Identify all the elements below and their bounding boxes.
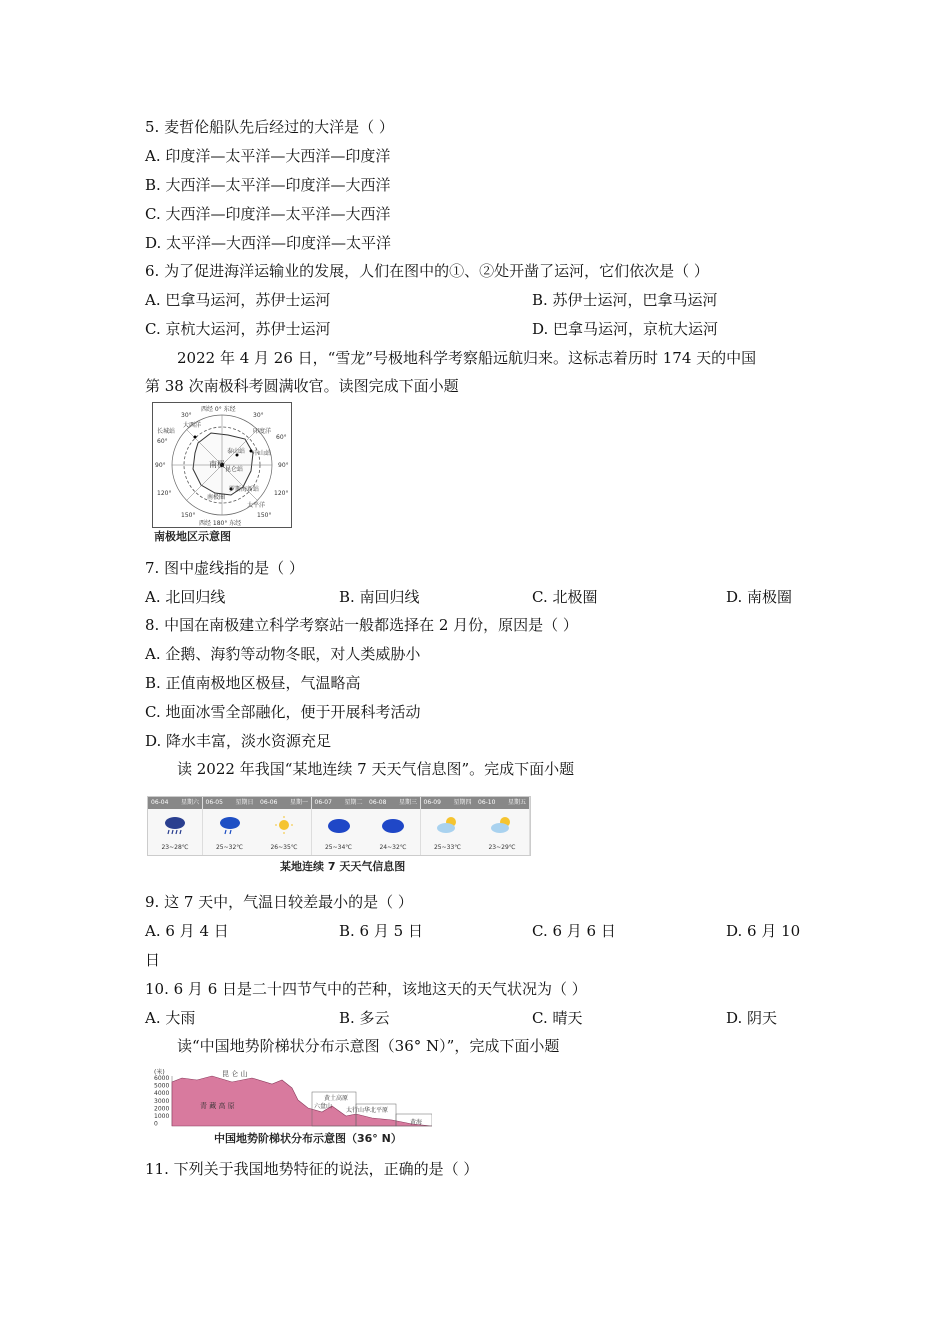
q8-option-c: C. 地面冰雪全部融化，便于开展科考活动: [145, 703, 421, 721]
terrain-ytick: 6000: [154, 1075, 170, 1082]
q8-option-d: D. 降水丰富，淡水资源充足: [145, 732, 332, 750]
weather-day-header: [366, 797, 420, 809]
terrain-label-huabei: 华北平原: [364, 1107, 389, 1114]
map-label-r90: 90°: [278, 462, 289, 469]
sun-icon: [271, 815, 297, 839]
weather-temp: 25~34℃: [324, 844, 353, 851]
weather-temp: 23~29℃: [488, 844, 516, 851]
intro1-line1: 2022 年 4 月 26 日，“雪龙”号极地科学考察船远航归来。这标志着历时 174 天的中国: [177, 349, 757, 367]
map-label-nanji: 南极: [209, 460, 225, 469]
q7-stem: 7. 图中虚线指的是（ ）: [145, 559, 304, 577]
q8-option-a: A. 企鹅、海豹等动物冬眠，对人类威胁小: [145, 645, 421, 663]
terrain-label-taihang: 太行山: [346, 1107, 365, 1114]
map-label-polar-circle: 南极圈: [207, 494, 226, 501]
q7-option-d: D. 南极圈: [726, 588, 793, 606]
weather-weekday: 星期四: [453, 799, 472, 806]
weather-temp: 25~32℃: [215, 844, 244, 851]
map-label-l120: 120°: [157, 490, 172, 497]
weather-day-4: [312, 797, 367, 855]
weather-weekday: 星期二: [344, 799, 363, 806]
q10-option-a: A. 大雨: [145, 1009, 196, 1027]
q5-option-b: B. 大西洋—太平洋—印度洋—大西洋: [145, 176, 391, 194]
cloud-icon: [326, 815, 352, 839]
map-label-r60: 60°: [276, 434, 287, 441]
rain-icon: [217, 815, 243, 839]
weather-day-header: [257, 797, 311, 809]
weather-day-header: [203, 797, 257, 809]
terrain-unit: (米): [154, 1069, 165, 1076]
weather-date: 06-10: [478, 799, 496, 806]
map-label-l30: 30°: [181, 412, 192, 419]
weather-weekday: 星期一: [289, 799, 308, 806]
weather-day-1: [148, 797, 203, 855]
terrain-label-huanghai: 黄海: [410, 1119, 423, 1126]
q9-stem: 9. 这 7 天中，气温日较差最小的是（ ）: [145, 893, 413, 911]
map-label-r30: 30°: [253, 412, 264, 419]
weather-weekday: 星期三: [398, 799, 417, 806]
weather-day-2: [203, 797, 258, 855]
cloud-icon: [380, 815, 406, 839]
map-label-indian: 印度洋: [253, 428, 272, 435]
terrain-ytick: 4000: [154, 1090, 170, 1098]
q10-stem: 10. 6 月 6 日是二十四节气中的芒种，该地这天的天气状况为（ ）: [145, 980, 587, 998]
map-label-taishan: 泰山站: [227, 448, 246, 455]
q10-option-b: B. 多云: [339, 1009, 390, 1027]
weather-day-7: [475, 797, 530, 855]
q6-option-c: C. 京杭大运河，苏伊士运河: [145, 320, 331, 338]
q9-option-d: D. 6 月 10: [726, 922, 801, 940]
weather-weekday: 星期日: [235, 799, 254, 806]
q6-stem: 6. 为了促进海洋运输业的发展，人们在图中的①、②处开凿了运河，它们依次是（ ）: [145, 262, 709, 280]
partly-cloudy-icon: [489, 815, 515, 839]
weather-forecast-figure: [147, 796, 531, 856]
weather-day-6: [421, 797, 476, 855]
antarctic-map: [153, 403, 291, 527]
terrain-label-qinghai: 青 藏 高 原: [200, 1102, 235, 1110]
q9-option-c: C. 6 月 6 日: [532, 922, 616, 940]
weather-day-header: [421, 797, 475, 809]
q5-option-c: C. 大西洋—印度洋—太平洋—大西洋: [145, 205, 391, 223]
q9-option-d-wrap: 日: [145, 951, 161, 969]
fig3-caption: 中国地势阶梯状分布示意图（36° N）: [214, 1132, 402, 1145]
weather-temp: 26~35℃: [270, 844, 298, 851]
map-label-l150: 150°: [181, 512, 196, 519]
map-label-bottom: 西经 180° 东经: [199, 520, 242, 527]
weather-date: 06-08: [369, 799, 387, 806]
q5-stem: 5. 麦哲伦船队先后经过的大洋是（ ）: [145, 118, 394, 136]
weather-temp: 25~33℃: [433, 844, 462, 851]
terrain-ytick: 3000: [154, 1097, 170, 1105]
q5-option-a: A. 印度洋—太平洋—大西洋—印度洋: [145, 147, 391, 165]
weather-weekday: 星期五: [507, 799, 526, 806]
intro3: 读“中国地势阶梯状分布示意图（36° N）”，完成下面小题: [177, 1037, 560, 1055]
map-label-l90: 90°: [155, 462, 166, 469]
q11-stem: 11. 下列关于我国地势特征的说法，正确的是（ ）: [145, 1160, 479, 1178]
q7-option-c: C. 北极圈: [532, 588, 598, 606]
weather-date: 06-06: [260, 799, 278, 806]
terrain-ytick: 5000: [154, 1082, 170, 1090]
map-label-changcheng: 长城站: [157, 428, 176, 435]
terrain-label-huangtu: 黄土高原: [324, 1095, 349, 1102]
intro1-line2: 第 38 次南极科考圆满收官。读图完成下面小题: [145, 377, 459, 395]
map-label-r150: 150°: [257, 512, 272, 519]
weather-day-3: [257, 797, 312, 855]
terrain-profile: [152, 1068, 432, 1128]
map-label-atlantic: 大西洋: [183, 422, 202, 429]
q9-option-b: B. 6 月 5 日: [339, 922, 423, 940]
fig1-caption: 南极地区示意图: [154, 530, 231, 543]
weather-date: 06-07: [314, 799, 332, 806]
terrain-ytick: 0: [154, 1120, 158, 1128]
q10-option-d: D. 阴天: [726, 1009, 778, 1027]
map-label-kunlun: 昆仑站: [225, 466, 244, 473]
weather-temp: 23~28℃: [161, 844, 189, 851]
weather-date: 06-04: [151, 799, 169, 806]
weather-weekday: 星期六: [180, 799, 199, 806]
q8-option-b: B. 正值南极地区极昼，气温略高: [145, 674, 361, 692]
heavy-rain-icon: [162, 815, 188, 839]
weather-day-header: [312, 797, 366, 809]
q7-option-b: B. 南回归线: [339, 588, 420, 606]
q6-option-b: B. 苏伊士运河，巴拿马运河: [532, 291, 718, 309]
map-label-l60: 60°: [157, 438, 168, 445]
terrain-label-kunlun: 昆 仑 山: [222, 1070, 248, 1078]
q6-option-a: A. 巴拿马运河，苏伊士运河: [145, 291, 331, 309]
weather-day-5: [366, 797, 421, 855]
map-label-top: 西经 0° 东经: [201, 406, 236, 413]
weather-day-header: [475, 797, 529, 809]
terrain-ytick: 2000: [154, 1105, 170, 1113]
q5-option-d: D. 太平洋—大西洋—印度洋—太平洋: [145, 234, 392, 252]
map-label-luosi: 罗斯海新站: [229, 486, 260, 493]
terrain-profile-figure: [152, 1068, 432, 1128]
weather-day-header: [148, 797, 202, 809]
q7-option-a: A. 北回归线: [145, 588, 226, 606]
map-label-zhongshan: 中山站: [253, 450, 272, 457]
map-label-pacific: 太平洋: [247, 502, 266, 509]
intro2: 读 2022 年我国“某地连续 7 天天气信息图”。完成下面小题: [177, 760, 575, 778]
q6-option-d: D. 巴拿马运河，京杭大运河: [532, 320, 719, 338]
q8-stem: 8. 中国在南极建立科学考察站一般都选择在 2 月份，原因是（ ）: [145, 616, 578, 634]
weather-temp: 24~32℃: [379, 844, 407, 851]
terrain-label-liupan: 六盘山: [314, 1103, 333, 1110]
antarctic-map-figure: [152, 402, 292, 528]
weather-date: 06-09: [423, 799, 441, 806]
map-label-r120: 120°: [274, 490, 289, 497]
q10-option-c: C. 晴天: [532, 1009, 583, 1027]
partly-cloudy-icon: [435, 815, 461, 839]
terrain-ytick: 1000: [154, 1113, 170, 1120]
fig2-caption: 某地连续 7 天天气信息图: [280, 860, 406, 873]
weather-date: 06-05: [205, 799, 223, 806]
q9-option-a: A. 6 月 4 日: [145, 922, 229, 940]
